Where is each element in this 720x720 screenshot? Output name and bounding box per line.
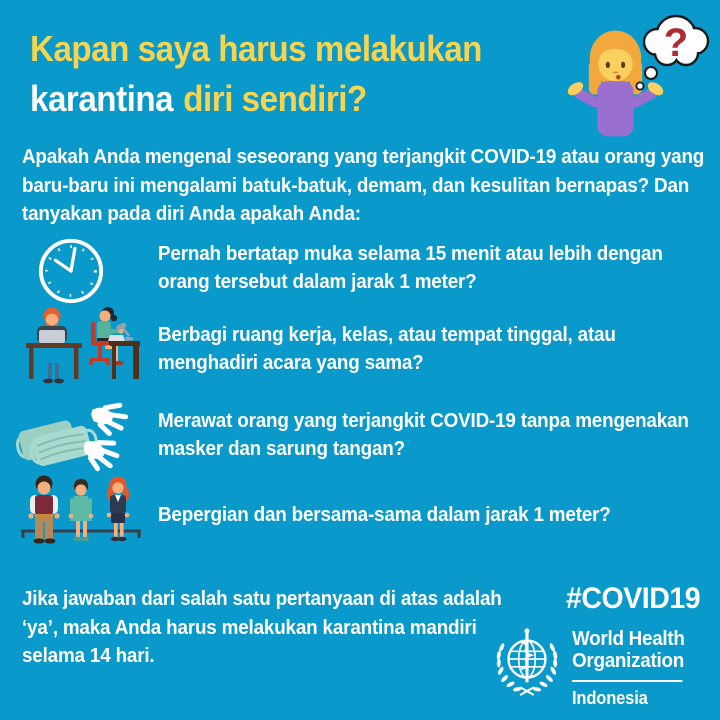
who-text-block bbox=[572, 622, 685, 709]
title-line1-text: Kapan saya harus melakukan bbox=[30, 28, 482, 69]
svg-text:?: ? bbox=[663, 21, 689, 65]
title-line2-yellow: diri sendiri? bbox=[183, 78, 367, 119]
covid19-hashtag: #COVID19 bbox=[565, 582, 700, 615]
question-text: Bepergian dan bersama-sama dalam jarak 1 meter? bbox=[158, 503, 611, 526]
thought-bubble-question-icon bbox=[630, 6, 718, 107]
question-text: Merawat orang yang terjangkit COVID-19 tanpa mengenakan masker dan sarung tangan? bbox=[158, 409, 689, 460]
page-title bbox=[30, 24, 482, 124]
mask-gloves-icon bbox=[14, 392, 140, 487]
coworkers-desk-icon bbox=[22, 305, 140, 402]
title-line-1 bbox=[30, 24, 482, 74]
who-name-line2: Organization bbox=[572, 649, 684, 672]
family-icon bbox=[18, 474, 144, 573]
title-line-2 bbox=[30, 74, 482, 124]
title-line2-white: karantina bbox=[30, 78, 174, 119]
who-country-label: Indonesia bbox=[572, 688, 648, 708]
intro-paragraph: Apakah Anda mengenal seseorang yang terjangkit COVID-19 atau orang yang baru-baru ini mengalami batuk-batuk, demam, dan kesulitan bernapas? Dan tanyakan pada diri Anda apakah Anda: bbox=[22, 145, 705, 225]
who-logo-block bbox=[492, 622, 694, 709]
clock-icon bbox=[36, 236, 106, 311]
who-name-line1: World Health bbox=[572, 627, 685, 650]
who-emblem-icon bbox=[492, 622, 562, 700]
conclusion-paragraph: Jika jawaban dari salah satu pertanyaan di atas adalah ‘ya’, maka Anda harus melakukan karantina mandiri selama 14 hari. bbox=[22, 587, 502, 667]
question-text: Berbagi ruang kerja, kelas, atau tempat tinggal, atau menghadiri acara yang sama? bbox=[158, 323, 616, 374]
question-text: Pernah bertatap muka selama 15 menit atau lebih dengan orang tersebut dalam jarak 1 meter? bbox=[158, 242, 663, 293]
who-divider-line bbox=[572, 680, 682, 682]
